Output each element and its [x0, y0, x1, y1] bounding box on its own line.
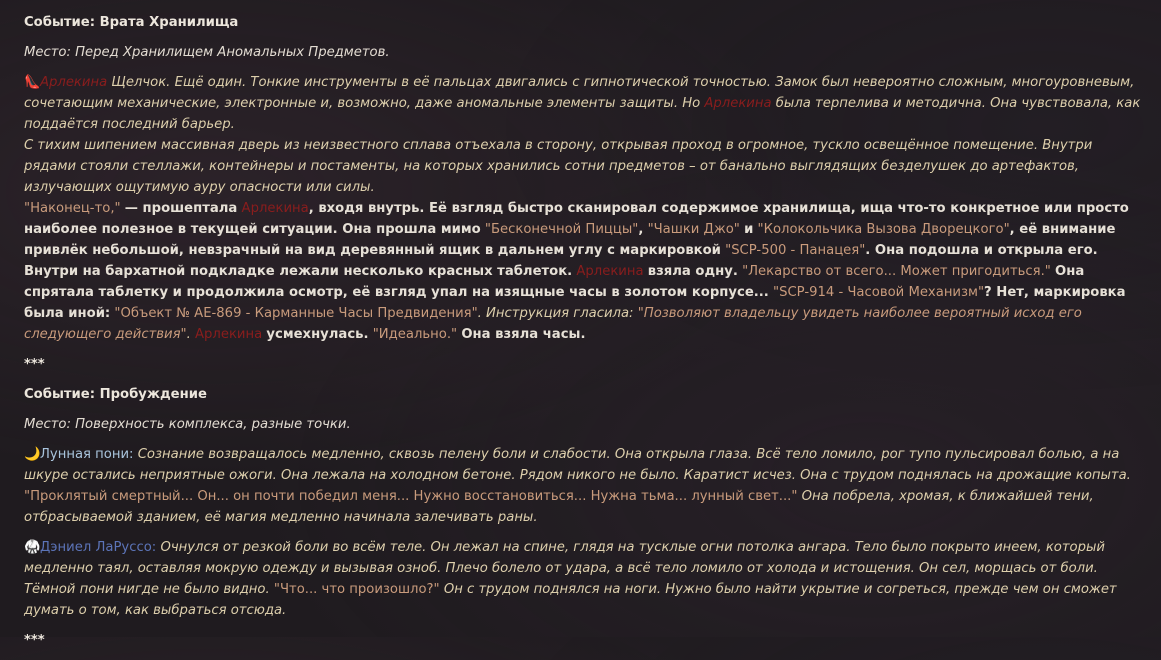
text: усмехнулась. [266, 327, 369, 342]
speech: "Объект № AE-869 - Карманные Часы Предвидения" [114, 306, 478, 321]
narration: была терпелива и методична. Она чувствовала, как поддаётся последний барьер. [24, 96, 1141, 132]
text: . Она подошла и открыла его. Внутри на бархатной подкладке лежали несколько красных таблеток. [24, 243, 1098, 279]
speech: "Проклятый смертный... Он... он почти победил меня... Нужно восстановиться... Нужна тьма... лунный свет..." [24, 489, 798, 504]
message-harlequin [24, 72, 1146, 345]
speech: "Позволяют владельцу увидеть наиболее вероятный исход его следующего действия" [24, 306, 1082, 342]
narration: Очнулся от резкой боли во всём теле. Он лежал на спине, глядя на тусклые огни потолка ангара. Тело было покрыто инеем, который медленно таял, оставляя мокрую одежду и вызывая озноб. Плечо болело от удара, а всё тело ломило от холода и истощения. Он сел, морщась от боли. Тёмной пони нигде не было видно. [24, 540, 1105, 597]
speech: "SCP-500 - Панацея" [725, 243, 866, 258]
separator: *** [24, 633, 45, 648]
shoe-icon: 👠 [24, 75, 41, 90]
speech: "Колокольчика Вызова Дворецкого" [757, 222, 1010, 237]
character-name[interactable]: Арлекина [195, 327, 263, 342]
text: — прошептала [124, 201, 238, 216]
narration: Сознание возвращалось медленно, сквозь пелену боли и слабости. Она открыла глаза. Всё тело ломило, рог тупо пульсировал болью, а на шкуре остались неприятные ожоги. Она лежала на холодном бетоне. Рядом никого не было. Каратист исчез. Она с трудом поднялась на дрожащие копыта. [24, 447, 1131, 483]
speech: "Идеально." [372, 327, 458, 342]
text: Она взяла часы. [461, 327, 586, 342]
character-name[interactable]: Арлекина [241, 201, 309, 216]
event-place: Место: Поверхность комплекса, разные точки. [24, 417, 351, 432]
narration: Она побрела, хромая, к ближайшей тени, отбрасываемой зданием, её магия медленно начинала залечивать раны. [24, 489, 1094, 525]
speech: "Лекарство от всего... Может пригодиться." [742, 264, 1051, 279]
speech: "Чашки Джо" [647, 222, 740, 237]
user-icon: 🥋 [24, 540, 41, 555]
text: , её внимание привлёк небольшой, невзрачный на вид деревянный ящик в дальнем углу с маркировкой [24, 222, 1116, 258]
event-title: Событие: Врата Хранилища [24, 15, 239, 30]
text: взяла одну. [647, 264, 738, 279]
character-name[interactable]: Арлекина [40, 75, 108, 90]
narration: . [186, 327, 191, 342]
narration: Щелчок. Ещё один. Тонкие инструменты в её пальцах двигались с гипнотической точностью. Замок был невероятно сложным, многоуровневым, сочетающим механические, электронные и, возможно, даже аномальные элементы защиты. Но [24, 75, 1135, 111]
speech: "Что... что произошло?" [273, 582, 440, 597]
text: Она спрятала таблетку и продолжила осмотр, её взгляд упал на изящные часы в золотом корпусе... [24, 264, 1085, 300]
event-place: Место: Перед Хранилищем Аномальных Предметов. [24, 45, 390, 60]
character-name[interactable]: Арлекина [704, 96, 772, 111]
narration: С тихим шипением массивная дверь из неизвестного сплава отъехала в сторону, открывая проход в огромное, тускло освещённое помещение. Внутри рядами стояли стеллажи, контейнеры и постаменты, на которых хранились сотни предметов – от банально выглядящих безделушек до артефактов, излучающих ощутимую ауру опасности или силы. [24, 138, 1093, 195]
text: ? Нет, маркировка была иной: [24, 285, 1126, 321]
speech: "Наконец-то," [24, 201, 121, 216]
speech: "Бесконечной Пиццы" [484, 222, 639, 237]
moon-icon: 🌙 [24, 447, 41, 462]
text: , входя внутрь. Её взгляд быстро сканировал содержимое хранилища, ища что-то конкретное или просто наиболее полезное в текущей ситуации. Она прошла мимо [24, 201, 1129, 237]
text: , [638, 222, 644, 237]
message-lunar-pony [24, 444, 1146, 528]
character-name[interactable]: Арлекина [576, 264, 644, 279]
character-name[interactable]: Лунная пони: [40, 447, 134, 462]
separator: *** [24, 357, 45, 372]
narration: . Инструкция гласила: [477, 306, 634, 321]
chat-log [24, 12, 1146, 660]
character-name[interactable]: Дэниел ЛаРуссо: [40, 540, 157, 555]
text: и [744, 222, 754, 237]
event-title: Событие: Пробуждение [24, 387, 207, 402]
narration: Он с трудом поднялся на ноги. Нужно было найти укрытие и согреться, прежде чем он сможет думать о том, как выбраться отсюда. [24, 582, 1117, 618]
message-daniel [24, 537, 1146, 621]
speech: "SCP-914 - Часовой Механизм" [773, 285, 985, 300]
